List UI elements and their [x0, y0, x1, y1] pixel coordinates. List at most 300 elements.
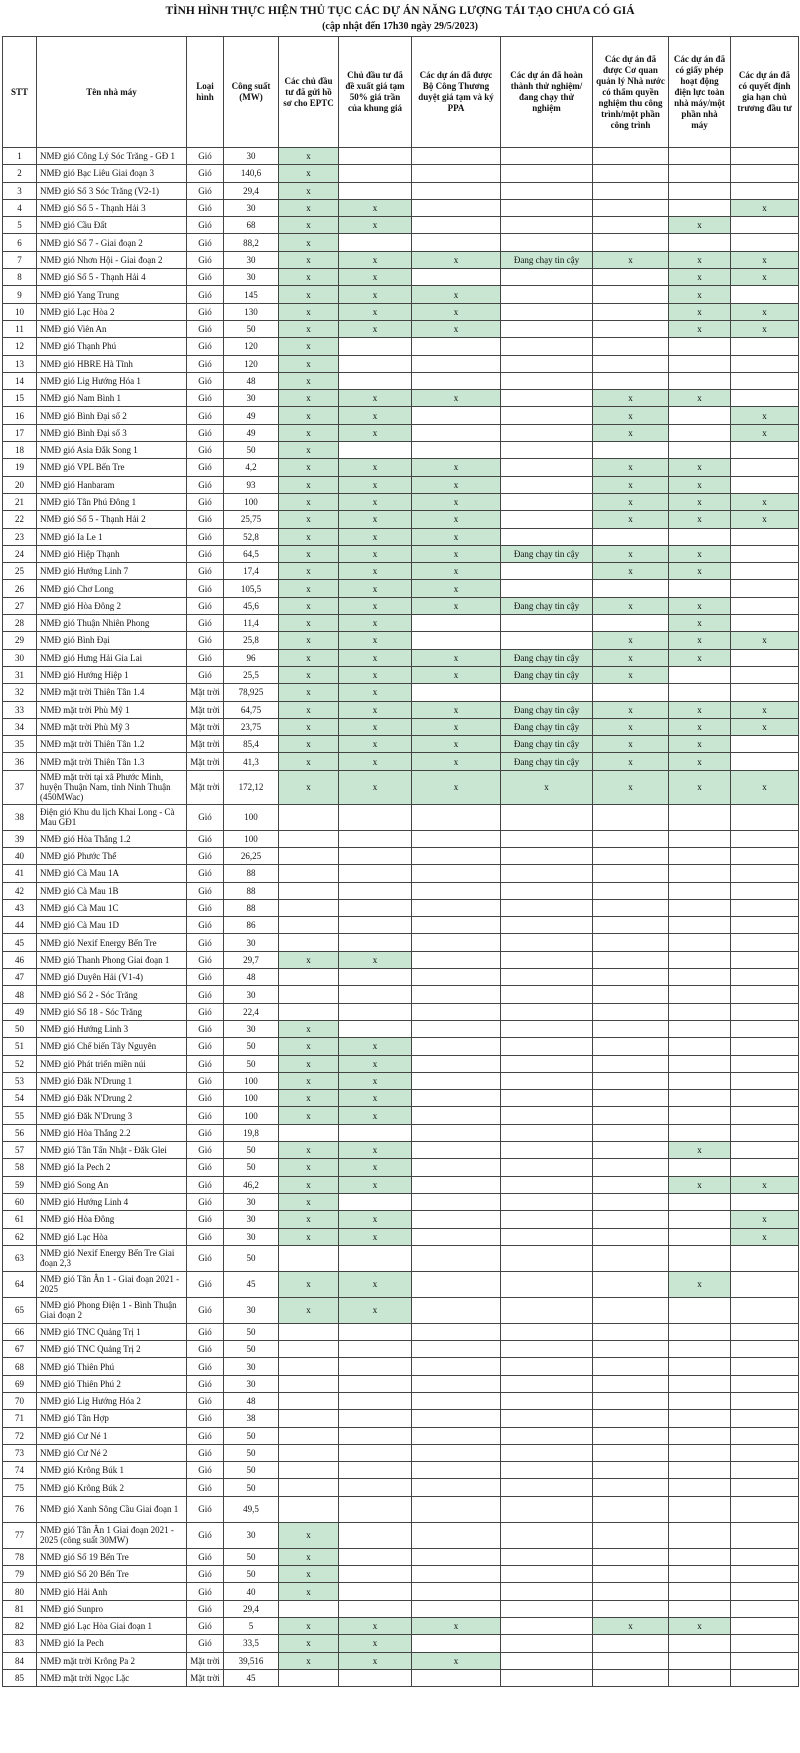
cell-license [669, 424, 731, 441]
cell-capacity: 100 [224, 804, 279, 830]
header-testing: Các dự án đã hoàn thành thử nghiệm/đang chạy thử nghiệm [501, 37, 593, 148]
cell-accepted [593, 951, 669, 968]
cell-approved-ppa: x [412, 511, 501, 528]
cell-testing [501, 830, 593, 847]
cell-approved-ppa: x [412, 528, 501, 545]
cell-accepted [593, 217, 669, 234]
table-row [3, 545, 799, 562]
cell-plant-name: Điện gió Khu du lịch Khai Long - Cà Mau GĐ1 [37, 804, 187, 830]
cell-stt: 13 [3, 355, 37, 372]
cell-plant-name: NMĐ gió Ia Pech [37, 1635, 187, 1652]
cell-type: Gió [187, 217, 224, 234]
cell-stt: 10 [3, 303, 37, 320]
cell-extension [731, 865, 799, 882]
cell-proposed-price [339, 1003, 412, 1020]
cell-type: Gió [187, 615, 224, 632]
cell-stt: 6 [3, 234, 37, 251]
cell-capacity: 50 [224, 1159, 279, 1176]
cell-approved-ppa [412, 882, 501, 899]
table-row [3, 1090, 799, 1107]
cell-capacity: 130 [224, 303, 279, 320]
cell-proposed-price [339, 804, 412, 830]
cell-submitted-eptc: x [279, 1072, 339, 1089]
cell-submitted-eptc: x [279, 493, 339, 510]
cell-approved-ppa [412, 1124, 501, 1141]
cell-accepted [593, 1124, 669, 1141]
cell-accepted: x [593, 1617, 669, 1634]
cell-plant-name: NMĐ gió Hòa Thắng 2.2 [37, 1124, 187, 1141]
cell-extension [731, 563, 799, 580]
cell-testing [501, 493, 593, 510]
cell-proposed-price: x [339, 251, 412, 268]
cell-type: Gió [187, 459, 224, 476]
cell-capacity: 30 [224, 1297, 279, 1323]
cell-plant-name: NMĐ gió Đăk N'Drung 3 [37, 1107, 187, 1124]
cell-license [669, 1107, 731, 1124]
table-row [3, 666, 799, 683]
table-row [3, 1617, 799, 1634]
cell-plant-name: NMĐ gió Lig Hướng Hóa 1 [37, 372, 187, 389]
cell-type: Gió [187, 951, 224, 968]
cell-license [669, 1228, 731, 1245]
cell-extension: x [731, 199, 799, 216]
cell-submitted-eptc: x [279, 269, 339, 286]
cell-plant-name: NMĐ gió Cư Né 1 [37, 1427, 187, 1444]
cell-submitted-eptc: x [279, 390, 339, 407]
cell-submitted-eptc [279, 1427, 339, 1444]
cell-type: Gió [187, 865, 224, 882]
cell-capacity: 30 [224, 269, 279, 286]
cell-accepted [593, 1176, 669, 1193]
cell-extension [731, 545, 799, 562]
cell-plant-name: NMĐ gió Cà Mau 1A [37, 865, 187, 882]
cell-capacity: 25,75 [224, 511, 279, 528]
cell-capacity: 105,5 [224, 580, 279, 597]
cell-accepted [593, 1228, 669, 1245]
cell-stt: 26 [3, 580, 37, 597]
cell-testing [501, 1375, 593, 1392]
cell-extension [731, 1271, 799, 1297]
cell-accepted [593, 580, 669, 597]
cell-type: Gió [187, 1211, 224, 1228]
cell-approved-ppa [412, 1297, 501, 1323]
table-row [3, 882, 799, 899]
cell-capacity: 45 [224, 1271, 279, 1297]
cell-capacity: 120 [224, 355, 279, 372]
cell-stt: 78 [3, 1548, 37, 1565]
cell-plant-name: NMĐ gió Thiên Phú [37, 1358, 187, 1375]
cell-approved-ppa [412, 1142, 501, 1159]
cell-extension [731, 1375, 799, 1392]
header-submitted-eptc: Các chủ đầu tư đã gửi hồ sơ cho EPTC [279, 37, 339, 148]
cell-stt: 24 [3, 545, 37, 562]
cell-capacity: 17,4 [224, 563, 279, 580]
cell-plant-name: NMĐ gió Ia Le 1 [37, 528, 187, 545]
table-row [3, 615, 799, 632]
cell-submitted-eptc: x [279, 511, 339, 528]
cell-extension: x [731, 424, 799, 441]
cell-approved-ppa [412, 1479, 501, 1496]
cell-proposed-price [339, 338, 412, 355]
cell-accepted [593, 528, 669, 545]
cell-submitted-eptc: x [279, 770, 339, 804]
cell-testing [501, 372, 593, 389]
cell-capacity: 29,4 [224, 1600, 279, 1617]
cell-accepted: x [593, 545, 669, 562]
cell-accepted: x [593, 390, 669, 407]
table-row [3, 320, 799, 337]
table-row [3, 165, 799, 182]
cell-accepted [593, 1583, 669, 1600]
cell-testing [501, 882, 593, 899]
cell-stt: 16 [3, 407, 37, 424]
cell-capacity: 50 [224, 1566, 279, 1583]
cell-proposed-price: x [339, 1652, 412, 1669]
header-stt: STT [3, 37, 37, 148]
cell-plant-name: NMĐ gió Song An [37, 1176, 187, 1193]
cell-plant-name: NMĐ gió Bình Đại [37, 632, 187, 649]
cell-extension: x [731, 1211, 799, 1228]
cell-accepted [593, 199, 669, 216]
cell-extension [731, 286, 799, 303]
cell-stt: 73 [3, 1444, 37, 1461]
cell-accepted [593, 1297, 669, 1323]
cell-proposed-price [339, 1020, 412, 1037]
cell-license [669, 917, 731, 934]
cell-testing [501, 1020, 593, 1037]
cell-extension [731, 459, 799, 476]
table-row [3, 1245, 799, 1271]
cell-type: Gió [187, 1393, 224, 1410]
cell-license [669, 355, 731, 372]
cell-extension [731, 1297, 799, 1323]
cell-extension [731, 1393, 799, 1410]
cell-proposed-price: x [339, 563, 412, 580]
cell-testing [501, 1038, 593, 1055]
table-row [3, 234, 799, 251]
cell-license [669, 1358, 731, 1375]
table-row [3, 951, 799, 968]
cell-accepted [593, 1427, 669, 1444]
cell-plant-name: NMĐ mặt trời Phù Mỹ 3 [37, 718, 187, 735]
cell-proposed-price: x [339, 424, 412, 441]
table-row [3, 632, 799, 649]
cell-extension: x [731, 701, 799, 718]
cell-license: x [669, 615, 731, 632]
cell-testing [501, 182, 593, 199]
cell-accepted [593, 1548, 669, 1565]
cell-stt: 84 [3, 1652, 37, 1669]
cell-extension [731, 580, 799, 597]
cell-license: x [669, 597, 731, 614]
table-body [3, 148, 799, 1687]
cell-proposed-price [339, 442, 412, 459]
cell-type: Gió [187, 882, 224, 899]
cell-submitted-eptc: x [279, 1193, 339, 1210]
cell-plant-name: NMĐ gió Nexif Energy Bến Tre [37, 934, 187, 951]
cell-submitted-eptc: x [279, 684, 339, 701]
cell-type: Gió [187, 1496, 224, 1522]
cell-approved-ppa [412, 1393, 501, 1410]
cell-submitted-eptc: x [279, 303, 339, 320]
cell-proposed-price [339, 372, 412, 389]
table-row [3, 684, 799, 701]
cell-stt: 59 [3, 1176, 37, 1193]
cell-testing [501, 1496, 593, 1522]
cell-submitted-eptc: x [279, 1176, 339, 1193]
cell-license [669, 528, 731, 545]
cell-stt: 67 [3, 1341, 37, 1358]
cell-capacity: 68 [224, 217, 279, 234]
cell-submitted-eptc: x [279, 1566, 339, 1583]
cell-accepted [593, 1462, 669, 1479]
cell-accepted [593, 234, 669, 251]
cell-proposed-price [339, 1427, 412, 1444]
cell-stt: 61 [3, 1211, 37, 1228]
cell-submitted-eptc: x [279, 951, 339, 968]
cell-stt: 56 [3, 1124, 37, 1141]
cell-plant-name: NMĐ mặt trời Krông Pa 2 [37, 1652, 187, 1669]
cell-accepted [593, 320, 669, 337]
cell-testing [501, 199, 593, 216]
cell-proposed-price [339, 1479, 412, 1496]
cell-capacity: 45,6 [224, 597, 279, 614]
cell-extension [731, 1341, 799, 1358]
cell-capacity: 25,5 [224, 666, 279, 683]
cell-plant-name: NMĐ mặt trời Thiên Tân 1.2 [37, 736, 187, 753]
cell-approved-ppa [412, 165, 501, 182]
cell-plant-name: NMĐ mặt trời Phù Mỹ 1 [37, 701, 187, 718]
cell-proposed-price [339, 1600, 412, 1617]
table-row [3, 1038, 799, 1055]
cell-extension: x [731, 407, 799, 424]
cell-license [669, 1124, 731, 1141]
cell-type: Gió [187, 1159, 224, 1176]
cell-type: Gió [187, 1635, 224, 1652]
cell-approved-ppa [412, 1600, 501, 1617]
cell-plant-name: NMĐ gió Số 7 - Giai đoạn 2 [37, 234, 187, 251]
cell-accepted [593, 615, 669, 632]
cell-testing [501, 917, 593, 934]
cell-plant-name: NMĐ gió Số 5 - Thạnh Hải 4 [37, 269, 187, 286]
cell-license [669, 1410, 731, 1427]
cell-type: Gió [187, 1142, 224, 1159]
cell-plant-name: NMĐ gió Tân Ân 1 Giai đoạn 2021 - 2025 (công suất 30MW) [37, 1522, 187, 1548]
cell-approved-ppa [412, 407, 501, 424]
cell-accepted [593, 269, 669, 286]
table-row [3, 1669, 799, 1686]
cell-type: Gió [187, 1566, 224, 1583]
cell-plant-name: NMĐ gió VPL Bến Tre [37, 459, 187, 476]
table-row [3, 1652, 799, 1669]
cell-testing [501, 1652, 593, 1669]
cell-proposed-price [339, 234, 412, 251]
cell-approved-ppa [412, 1635, 501, 1652]
cell-proposed-price: x [339, 632, 412, 649]
cell-type: Gió [187, 580, 224, 597]
cell-plant-name: NMĐ gió Phong Điện 1 - Bình Thuận Giai đoạn 2 [37, 1297, 187, 1323]
table-row [3, 1496, 799, 1522]
cell-approved-ppa [412, 1375, 501, 1392]
table-row [3, 701, 799, 718]
cell-stt: 22 [3, 511, 37, 528]
cell-extension [731, 1669, 799, 1686]
cell-approved-ppa: x [412, 597, 501, 614]
cell-license [669, 666, 731, 683]
header-accepted: Các dự án đã được Cơ quan quản lý Nhà nước có thẩm quyền nghiệm thu công trình/một phần công trình [593, 37, 669, 148]
cell-plant-name: NMĐ gió Hải Anh [37, 1583, 187, 1600]
cell-testing [501, 951, 593, 968]
cell-approved-ppa [412, 1176, 501, 1193]
cell-proposed-price: x [339, 1271, 412, 1297]
cell-capacity: 4,2 [224, 459, 279, 476]
cell-license [669, 165, 731, 182]
cell-extension [731, 1159, 799, 1176]
cell-license [669, 1072, 731, 1089]
cell-proposed-price [339, 1583, 412, 1600]
cell-capacity: 49,5 [224, 1496, 279, 1522]
cell-plant-name: NMĐ gió Chế biến Tây Nguyên [37, 1038, 187, 1055]
cell-testing [501, 1427, 593, 1444]
cell-testing [501, 217, 593, 234]
cell-license: x [669, 736, 731, 753]
cell-extension [731, 1548, 799, 1565]
cell-stt: 34 [3, 718, 37, 735]
cell-plant-name: NMĐ gió Lạc Hòa Giai đoạn 1 [37, 1617, 187, 1634]
cell-testing [501, 442, 593, 459]
cell-testing: Đang chạy tin cậy [501, 666, 593, 683]
cell-accepted [593, 969, 669, 986]
cell-accepted [593, 847, 669, 864]
cell-license: x [669, 718, 731, 735]
cell-approved-ppa [412, 199, 501, 216]
cell-testing [501, 969, 593, 986]
cell-type: Gió [187, 1072, 224, 1089]
cell-testing [501, 804, 593, 830]
cell-approved-ppa [412, 1107, 501, 1124]
cell-testing [501, 286, 593, 303]
cell-submitted-eptc: x [279, 338, 339, 355]
cell-testing [501, 269, 593, 286]
cell-submitted-eptc [279, 804, 339, 830]
table-row [3, 424, 799, 441]
cell-plant-name: NMĐ gió Tân Tấn Nhật - Đăk Glei [37, 1142, 187, 1159]
cell-license [669, 1323, 731, 1340]
cell-proposed-price [339, 1375, 412, 1392]
cell-type: Gió [187, 969, 224, 986]
cell-accepted: x [593, 736, 669, 753]
cell-testing: Đang chạy tin cậy [501, 736, 593, 753]
cell-testing [501, 1193, 593, 1210]
cell-submitted-eptc [279, 1341, 339, 1358]
cell-proposed-price [339, 882, 412, 899]
cell-plant-name: NMĐ gió Hòa Đông [37, 1211, 187, 1228]
cell-type: Gió [187, 1020, 224, 1037]
cell-type: Gió [187, 1600, 224, 1617]
cell-accepted: x [593, 511, 669, 528]
cell-license: x [669, 1617, 731, 1634]
cell-testing: Đang chạy tin cậy [501, 597, 593, 614]
table-row [3, 1271, 799, 1297]
cell-stt: 7 [3, 251, 37, 268]
cell-approved-ppa: x [412, 1617, 501, 1634]
cell-extension [731, 597, 799, 614]
cell-stt: 47 [3, 969, 37, 986]
cell-submitted-eptc: x [279, 649, 339, 666]
table-row [3, 1055, 799, 1072]
cell-testing: Đang chạy tin cậy [501, 545, 593, 562]
cell-plant-name: NMĐ gió Số 3 Sóc Trăng (V2-1) [37, 182, 187, 199]
cell-approved-ppa [412, 615, 501, 632]
cell-type: Gió [187, 830, 224, 847]
cell-stt: 80 [3, 1583, 37, 1600]
cell-submitted-eptc [279, 830, 339, 847]
cell-submitted-eptc: x [279, 1522, 339, 1548]
cell-type: Gió [187, 1479, 224, 1496]
projects-table [2, 36, 799, 1687]
cell-plant-name: NMĐ mặt trời tại xã Phước Minh, huyện Thuận Nam, tỉnh Ninh Thuận (450MWac) [37, 770, 187, 804]
cell-capacity: 64,75 [224, 701, 279, 718]
cell-capacity: 50 [224, 1444, 279, 1461]
cell-accepted [593, 1159, 669, 1176]
cell-type: Mặt trời [187, 1669, 224, 1686]
cell-plant-name: NMĐ gió Sunpro [37, 1600, 187, 1617]
cell-capacity: 26,25 [224, 847, 279, 864]
cell-stt: 12 [3, 338, 37, 355]
cell-stt: 38 [3, 804, 37, 830]
cell-capacity: 52,8 [224, 528, 279, 545]
cell-license [669, 1245, 731, 1271]
cell-approved-ppa [412, 1055, 501, 1072]
cell-type: Gió [187, 1107, 224, 1124]
cell-capacity: 49 [224, 407, 279, 424]
cell-testing [501, 320, 593, 337]
cell-accepted [593, 1566, 669, 1583]
cell-extension [731, 934, 799, 951]
cell-proposed-price [339, 1496, 412, 1522]
cell-extension [731, 1142, 799, 1159]
cell-type: Gió [187, 511, 224, 528]
cell-plant-name: NMĐ gió Số 2 - Sóc Trăng [37, 986, 187, 1003]
cell-testing [501, 1566, 593, 1583]
cell-approved-ppa [412, 148, 501, 165]
cell-proposed-price: x [339, 476, 412, 493]
cell-capacity: 48 [224, 969, 279, 986]
cell-proposed-price [339, 1341, 412, 1358]
cell-accepted [593, 1038, 669, 1055]
cell-approved-ppa [412, 1341, 501, 1358]
cell-accepted [593, 899, 669, 916]
cell-license [669, 1652, 731, 1669]
cell-stt: 81 [3, 1600, 37, 1617]
cell-testing [501, 234, 593, 251]
cell-proposed-price: x [339, 390, 412, 407]
cell-accepted [593, 182, 669, 199]
cell-type: Gió [187, 442, 224, 459]
cell-submitted-eptc: x [279, 1635, 339, 1652]
cell-capacity: 140,6 [224, 165, 279, 182]
cell-submitted-eptc: x [279, 165, 339, 182]
cell-extension [731, 217, 799, 234]
cell-testing [501, 1124, 593, 1141]
cell-submitted-eptc [279, 1375, 339, 1392]
cell-type: Gió [187, 1617, 224, 1634]
cell-license: x [669, 493, 731, 510]
cell-accepted [593, 830, 669, 847]
cell-approved-ppa: x [412, 1652, 501, 1669]
cell-stt: 82 [3, 1617, 37, 1634]
cell-plant-name: NMĐ gió Phước Thể [37, 847, 187, 864]
